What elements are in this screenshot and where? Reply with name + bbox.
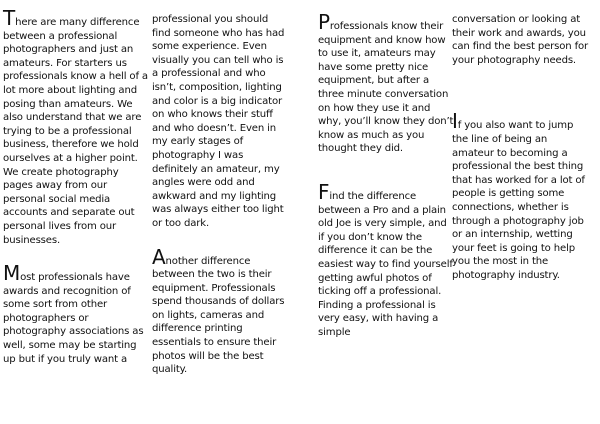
paragraph-text: here are many difference between a professional photographers and just an amateurs. For starters us professionals know a hell of a lot more about lighting and posing than amateurs. We also understand that we are trying to be a professional business, therefore we hold ourselves at a higher point. We create photography pages away from our personal social media accounts and separate out personal lives from our businesses. [3, 17, 148, 246]
paragraph [3, 6, 149, 247]
drop-cap: I [452, 109, 458, 134]
paragraph-text: conversation or looking at their work and awards, you can find the best person for your photography needs. [452, 14, 589, 66]
text-column-4 [452, 13, 590, 283]
paragraph-text: professional you should find someone who has had some experience. Even visually you can tell who is a professional and who isn’t, composition, lighting and color is a big indicator on who knows their stuff and who doesn’t. Even in my early stages of photography I was definitely an amateur, my angles were odd and awkward and my lighting was always either too light or too dark. [152, 14, 285, 229]
text-column-1 [3, 6, 149, 366]
paragraph-text: rofessionals know their equipment and know how to use it, amateurs may have some pretty nice equipment, but after a three minute conversation on how they use it and why, you’ll know they don’t know as much as you thought they did. [318, 21, 454, 155]
paragraph [452, 13, 590, 67]
paragraph-text: ost professionals have awards and recognition of some sort from other photographers or photography associations as well, some may be starting up but if you truly want a [3, 272, 144, 365]
paragraph [152, 244, 286, 377]
paragraph-text: nother difference between the two is their equipment. Professionals spend thousands of dollars on lights, cameras and difference printing essentials to ensure their photos will be the best quality. [152, 255, 285, 376]
drop-cap: P [318, 10, 330, 34]
paragraph [452, 109, 590, 282]
paragraph-text: f you also want to jump the line of being an amateur to becoming a professional the best thing that has worked for a lot of people is getting some connections, whether is through a photography job or an internship, wetting your feet is going to help you the most in the photography industry. [452, 120, 585, 281]
paragraph [152, 13, 286, 231]
drop-cap: A [152, 244, 166, 269]
paragraph [318, 179, 454, 340]
text-column-3 [318, 10, 454, 339]
drop-cap: F [318, 179, 330, 204]
paragraph [3, 261, 149, 366]
drop-cap: M [3, 261, 21, 286]
paragraph-text: ind the difference between a Pro and a plain old Joe is very simple, and if you don’t know the difference it can be the easiest way to find yourself getting awful photos of ticking off a professional. Finding a professional is very easy, with having a simple [318, 190, 453, 338]
drop-cap: T [3, 6, 16, 30]
paragraph [318, 10, 454, 156]
text-column-2 [152, 13, 286, 377]
